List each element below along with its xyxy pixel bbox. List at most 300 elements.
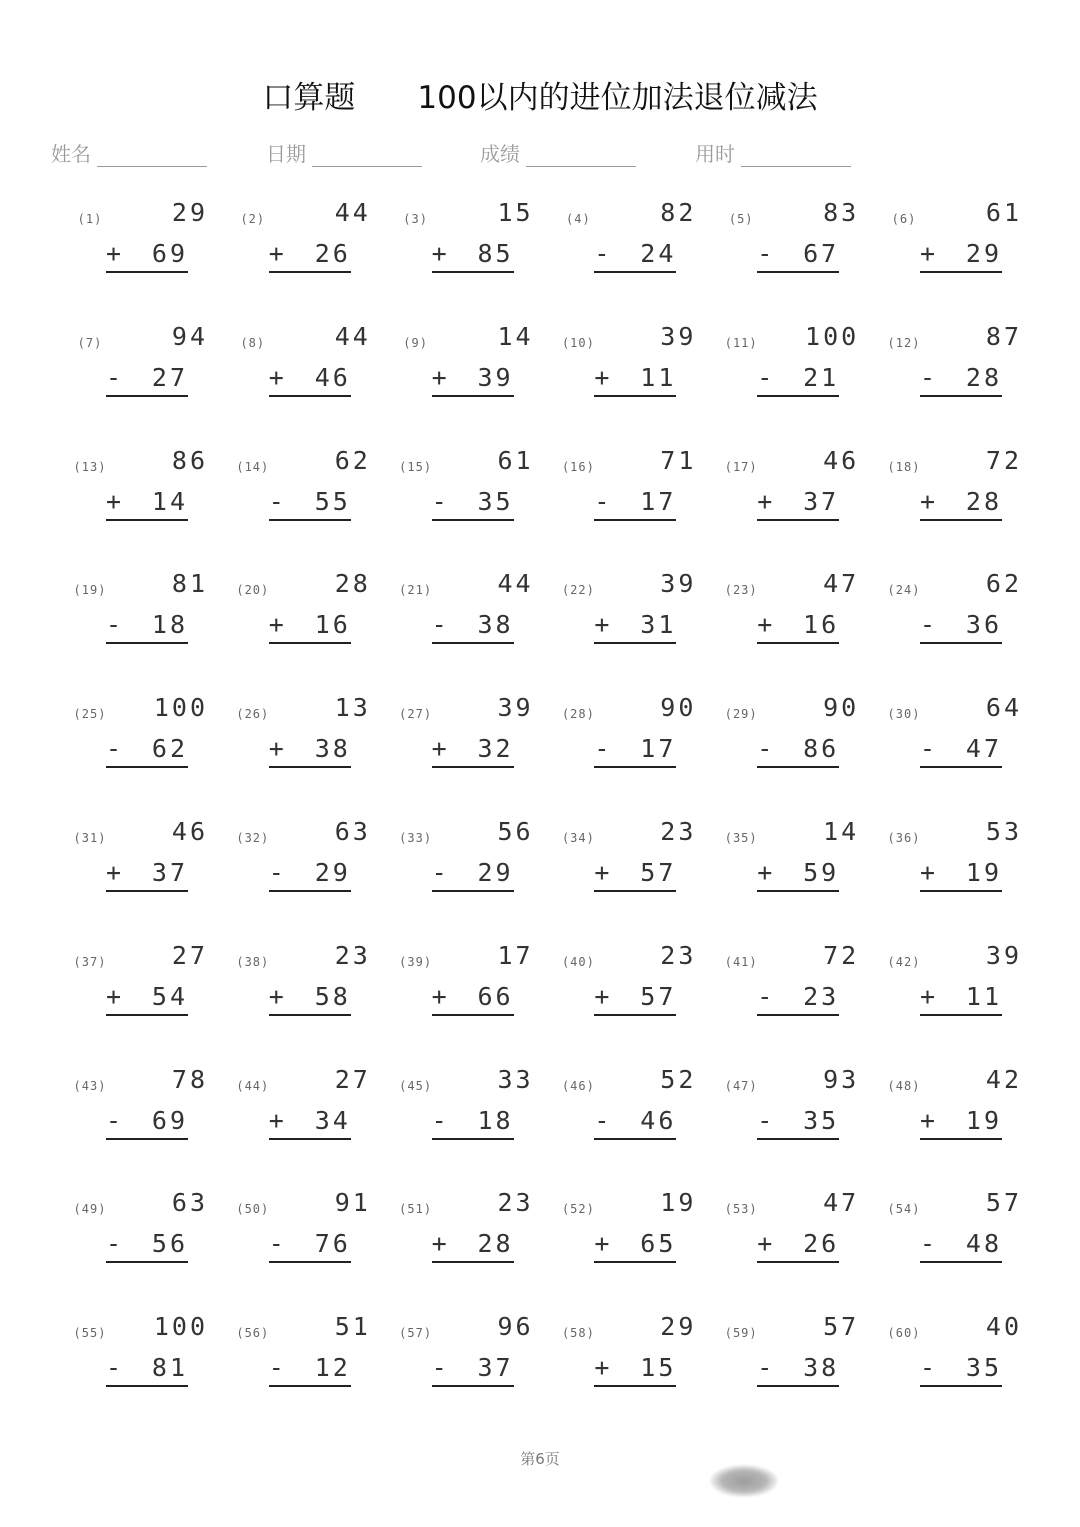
operator-sign: - <box>268 858 284 887</box>
second-operand: 16 <box>803 610 840 640</box>
problem-number: (34) <box>561 831 595 845</box>
second-operand: 57 <box>640 858 677 887</box>
second-operand: 37 <box>151 858 188 887</box>
problem-number: (9) <box>403 335 428 350</box>
problem-number: (26) <box>236 707 270 722</box>
first-operand: 23 <box>334 940 371 970</box>
problem-item <box>396 1188 536 1298</box>
problem-number: (28) <box>561 707 595 722</box>
problem-item <box>721 1312 861 1422</box>
answer-line[interactable] <box>757 982 839 1016</box>
operator-sign: - <box>268 1353 284 1383</box>
problem-number: (51) <box>399 1202 433 1217</box>
answer-line[interactable] <box>594 1353 676 1387</box>
answer-line[interactable] <box>432 1229 514 1263</box>
second-operand: 11 <box>965 981 1002 1011</box>
problem-item <box>721 198 861 308</box>
first-operand: 63 <box>171 1188 208 1218</box>
problem-number: (4) <box>566 212 591 226</box>
first-operand: 52 <box>660 1064 697 1094</box>
problem-number: (54) <box>887 1202 921 1217</box>
info-row <box>51 138 1051 168</box>
second-operand: 11 <box>640 362 677 392</box>
operator-sign: - <box>757 362 773 392</box>
operator-sign: + <box>106 858 122 887</box>
time-field[interactable] <box>695 138 851 167</box>
problem-item <box>233 198 373 308</box>
operator-sign: - <box>920 362 936 392</box>
second-operand: 38 <box>803 1353 840 1383</box>
second-operand: 34 <box>314 1105 351 1135</box>
answer-line[interactable] <box>594 239 676 273</box>
problem-item <box>558 941 698 1051</box>
operator-sign: - <box>920 1353 936 1383</box>
operator-sign: + <box>594 1353 610 1383</box>
problem-item <box>721 693 861 803</box>
first-operand: 46 <box>823 445 860 475</box>
problem-number: (32) <box>236 831 270 845</box>
answer-line[interactable] <box>106 363 188 397</box>
first-operand: 96 <box>497 1312 534 1342</box>
second-operand: 24 <box>640 239 677 268</box>
first-operand: 42 <box>985 1064 1022 1094</box>
operator-sign: + <box>920 486 936 516</box>
problem-number: (5) <box>728 212 754 226</box>
time-blank[interactable] <box>741 146 851 167</box>
second-operand: 67 <box>803 239 840 268</box>
answer-line[interactable] <box>106 982 188 1016</box>
problem-item <box>70 817 210 927</box>
operator-sign: + <box>757 858 773 887</box>
problem-number: (11) <box>724 335 758 350</box>
answer-line[interactable] <box>106 1353 188 1387</box>
problem-number: (14) <box>236 459 270 474</box>
answer-line[interactable] <box>920 1353 1002 1387</box>
problem-item <box>70 1065 210 1175</box>
second-operand: 29 <box>477 858 514 887</box>
problem-item <box>558 446 698 556</box>
operator-sign: + <box>757 610 773 640</box>
score-blank[interactable] <box>526 146 636 167</box>
answer-line[interactable] <box>920 1229 1002 1263</box>
answer-line[interactable] <box>269 734 351 768</box>
answer-line[interactable] <box>106 487 188 521</box>
first-operand: 56 <box>497 817 534 846</box>
problem-item <box>70 322 210 432</box>
second-operand: 54 <box>151 981 188 1011</box>
problem-number: (44) <box>236 1078 270 1093</box>
first-operand: 81 <box>171 569 208 599</box>
problem-item <box>233 446 373 556</box>
answer-line[interactable] <box>432 363 514 397</box>
problem-number: (2) <box>240 212 266 226</box>
operator-sign: + <box>757 1229 773 1259</box>
operator-sign: + <box>594 1229 610 1259</box>
answer-line[interactable] <box>757 858 839 892</box>
problem-number: (47) <box>724 1078 758 1093</box>
problem-item <box>558 1312 698 1422</box>
second-operand: 37 <box>477 1353 514 1383</box>
problem-item <box>233 693 373 803</box>
name-blank[interactable] <box>97 146 207 167</box>
answer-line[interactable] <box>432 1106 514 1140</box>
problem-item <box>396 1312 536 1422</box>
problem-item <box>558 817 698 927</box>
first-operand: 17 <box>497 940 534 970</box>
first-operand: 44 <box>334 321 371 351</box>
problem-number: (27) <box>399 707 433 722</box>
answer-line[interactable] <box>594 982 676 1016</box>
answer-line[interactable] <box>269 858 351 892</box>
second-operand: 26 <box>314 239 351 268</box>
operator-sign: + <box>920 981 936 1011</box>
problem-number: (36) <box>887 831 921 845</box>
problem-number: (59) <box>724 1326 758 1341</box>
date-field[interactable] <box>266 138 422 167</box>
second-operand: 18 <box>151 610 188 640</box>
first-operand: 57 <box>985 1188 1022 1218</box>
problem-number: (8) <box>240 335 266 350</box>
operator-sign: - <box>757 1353 773 1383</box>
problem-item <box>70 1312 210 1422</box>
problem-number: (35) <box>724 831 758 845</box>
problem-item <box>70 1188 210 1298</box>
problem-item <box>233 1312 373 1422</box>
answer-line[interactable] <box>432 982 514 1016</box>
problem-number: (13) <box>73 459 107 474</box>
answer-line[interactable] <box>594 363 676 397</box>
first-operand: 62 <box>985 569 1022 599</box>
operator-sign: - <box>106 1105 122 1135</box>
answer-line[interactable] <box>757 363 839 397</box>
answer-line[interactable] <box>269 487 351 521</box>
answer-line[interactable] <box>432 239 514 273</box>
answer-line[interactable] <box>432 858 514 892</box>
operator-sign: - <box>431 1353 447 1383</box>
answer-line[interactable] <box>757 1106 839 1140</box>
problem-number: (39) <box>399 954 433 969</box>
first-operand: 86 <box>171 445 208 475</box>
answer-line[interactable] <box>920 363 1002 397</box>
answer-line[interactable] <box>920 487 1002 521</box>
answer-line[interactable] <box>594 487 676 521</box>
answer-line[interactable] <box>594 1229 676 1263</box>
operator-sign: - <box>106 362 122 392</box>
problem-number: (33) <box>399 831 433 845</box>
problem-number: (10) <box>561 335 595 350</box>
operator-sign: + <box>431 1229 447 1259</box>
problem-number: (40) <box>561 954 595 969</box>
second-operand: 48 <box>965 1229 1002 1259</box>
second-operand: 36 <box>965 610 1002 640</box>
operator-sign: + <box>106 981 122 1011</box>
answer-line[interactable] <box>594 610 676 644</box>
first-operand: 19 <box>660 1188 697 1218</box>
answer-line[interactable] <box>920 1106 1002 1140</box>
answer-line[interactable] <box>757 610 839 644</box>
answer-line[interactable] <box>269 239 351 273</box>
second-operand: 69 <box>151 239 188 268</box>
operator-sign: - <box>431 610 447 640</box>
problem-item <box>233 1188 373 1298</box>
answer-line[interactable] <box>432 1353 514 1387</box>
first-operand: 91 <box>334 1188 371 1218</box>
problem-item <box>558 198 698 308</box>
answer-line[interactable] <box>269 363 351 397</box>
problem-number: (19) <box>73 583 107 598</box>
operator-sign: + <box>106 486 122 516</box>
first-operand: 13 <box>334 693 371 723</box>
answer-line[interactable] <box>432 487 514 521</box>
answer-line[interactable] <box>106 239 188 273</box>
name-label: 姓名 <box>51 142 91 166</box>
problem-item <box>396 1065 536 1175</box>
problem-item <box>721 446 861 556</box>
answer-line[interactable] <box>757 1229 839 1263</box>
operator-sign: - <box>106 734 122 764</box>
problem-number: (43) <box>73 1078 107 1093</box>
second-operand: 46 <box>640 1105 677 1135</box>
first-operand: 27 <box>334 1064 371 1094</box>
first-operand: 44 <box>334 198 371 227</box>
problem-item <box>70 446 210 556</box>
second-operand: 37 <box>803 486 840 516</box>
problem-item <box>396 693 536 803</box>
second-operand: 81 <box>151 1353 188 1383</box>
second-operand: 57 <box>640 981 677 1011</box>
operator-sign: - <box>106 1229 122 1259</box>
first-operand: 63 <box>334 817 371 846</box>
first-operand: 83 <box>823 198 860 227</box>
problem-number: (49) <box>73 1202 107 1217</box>
second-operand: 35 <box>477 486 514 516</box>
date-blank[interactable] <box>312 146 422 167</box>
first-operand: 39 <box>660 569 697 599</box>
first-operand: 100 <box>805 321 860 351</box>
problem-item <box>884 569 1024 679</box>
problem-item <box>721 1065 861 1175</box>
answer-line[interactable] <box>920 610 1002 644</box>
problem-item <box>233 817 373 927</box>
first-operand: 87 <box>985 321 1022 351</box>
operator-sign: - <box>431 486 447 516</box>
problem-item <box>884 198 1024 308</box>
problem-item <box>721 569 861 679</box>
problem-number: (12) <box>887 335 921 350</box>
second-operand: 55 <box>314 486 351 516</box>
second-operand: 27 <box>151 362 188 392</box>
second-operand: 29 <box>965 239 1002 268</box>
answer-line[interactable] <box>106 1106 188 1140</box>
second-operand: 19 <box>965 1105 1002 1135</box>
operator-sign: - <box>757 981 773 1011</box>
problem-item <box>396 322 536 432</box>
first-operand: 78 <box>171 1064 208 1094</box>
problem-number: (37) <box>73 954 107 969</box>
first-operand: 100 <box>153 693 208 723</box>
answer-line[interactable] <box>269 982 351 1016</box>
second-operand: 85 <box>477 239 514 268</box>
answer-line[interactable] <box>920 858 1002 892</box>
first-operand: 14 <box>497 321 534 351</box>
second-operand: 35 <box>965 1353 1002 1383</box>
first-operand: 62 <box>334 445 371 475</box>
first-operand: 57 <box>823 1312 860 1342</box>
answer-line[interactable] <box>106 858 188 892</box>
problem-item <box>396 198 536 308</box>
operator-sign: + <box>594 362 610 392</box>
first-operand: 23 <box>660 940 697 970</box>
problem-number: (55) <box>73 1326 107 1341</box>
name-field[interactable] <box>51 138 207 167</box>
first-operand: 100 <box>153 1312 208 1342</box>
answer-line[interactable] <box>757 734 839 768</box>
answer-line[interactable] <box>269 1353 351 1387</box>
problem-item <box>884 1188 1024 1298</box>
problem-item <box>70 198 210 308</box>
problem-number: (46) <box>561 1078 595 1093</box>
problem-item <box>884 941 1024 1051</box>
problem-number: (1) <box>77 212 103 226</box>
problem-number: (41) <box>724 954 758 969</box>
answer-line[interactable] <box>106 1229 188 1263</box>
answer-line[interactable] <box>594 1106 676 1140</box>
problem-item <box>396 569 536 679</box>
first-operand: 40 <box>985 1312 1022 1342</box>
first-operand: 44 <box>497 569 534 599</box>
operator-sign: - <box>920 734 936 764</box>
problem-number: (29) <box>724 707 758 722</box>
operator-sign: - <box>757 1105 773 1135</box>
problem-item <box>233 1065 373 1175</box>
operator-sign: - <box>594 1105 610 1135</box>
operator-sign: + <box>594 610 610 640</box>
second-operand: 21 <box>803 362 840 392</box>
first-operand: 71 <box>660 445 697 475</box>
problem-item <box>558 322 698 432</box>
second-operand: 62 <box>151 734 188 764</box>
answer-line[interactable] <box>269 1229 351 1263</box>
answer-line[interactable] <box>920 982 1002 1016</box>
answer-line[interactable] <box>432 734 514 768</box>
first-operand: 23 <box>660 817 697 846</box>
problem-number: (42) <box>887 954 921 969</box>
second-operand: 76 <box>314 1229 351 1259</box>
answer-line[interactable] <box>106 734 188 768</box>
operator-sign: + <box>106 239 122 268</box>
second-operand: 28 <box>965 362 1002 392</box>
answer-line[interactable] <box>757 487 839 521</box>
problem-number: (21) <box>399 583 433 598</box>
first-operand: 64 <box>985 693 1022 723</box>
answer-line[interactable] <box>432 610 514 644</box>
operator-sign: + <box>431 239 447 268</box>
operator-sign: + <box>920 239 936 268</box>
answer-line[interactable] <box>757 1353 839 1387</box>
second-operand: 32 <box>477 734 514 764</box>
problem-item <box>558 693 698 803</box>
first-operand: 23 <box>497 1188 534 1218</box>
problem-number: (6) <box>891 212 917 226</box>
second-operand: 56 <box>151 1229 188 1259</box>
first-operand: 61 <box>985 198 1022 227</box>
operator-sign: - <box>268 486 284 516</box>
answer-line[interactable] <box>920 734 1002 768</box>
problem-number: (17) <box>724 459 758 474</box>
first-operand: 72 <box>823 940 860 970</box>
problem-item <box>396 817 536 927</box>
first-operand: 39 <box>497 693 534 723</box>
first-operand: 14 <box>823 817 860 846</box>
answer-line[interactable] <box>269 610 351 644</box>
first-operand: 28 <box>334 569 371 599</box>
problem-number: (22) <box>561 583 595 598</box>
second-operand: 26 <box>803 1229 840 1259</box>
first-operand: 53 <box>985 817 1022 846</box>
ink-smudge <box>710 1465 778 1497</box>
first-operand: 39 <box>985 940 1022 970</box>
problem-item <box>70 941 210 1051</box>
answer-line[interactable] <box>106 610 188 644</box>
problem-item <box>884 817 1024 927</box>
score-field[interactable] <box>480 138 636 167</box>
problem-item <box>884 693 1024 803</box>
problem-number: (48) <box>887 1078 921 1093</box>
first-operand: 33 <box>497 1064 534 1094</box>
first-operand: 90 <box>823 693 860 723</box>
problem-item <box>558 1065 698 1175</box>
problem-item <box>721 322 861 432</box>
second-operand: 28 <box>965 486 1002 516</box>
second-operand: 19 <box>965 858 1002 887</box>
page-number: 第6页 <box>520 1450 560 1468</box>
second-operand: 31 <box>640 610 677 640</box>
second-operand: 35 <box>803 1105 840 1135</box>
answer-line[interactable] <box>594 734 676 768</box>
first-operand: 15 <box>497 198 534 227</box>
first-operand: 93 <box>823 1064 860 1094</box>
problem-number: (7) <box>77 335 103 350</box>
problem-item <box>558 1188 698 1298</box>
operator-sign: - <box>920 610 936 640</box>
answer-line[interactable] <box>920 239 1002 273</box>
first-operand: 29 <box>660 1312 697 1342</box>
first-operand: 39 <box>660 321 697 351</box>
problem-item <box>233 322 373 432</box>
problem-item <box>558 569 698 679</box>
operator-sign: + <box>757 486 773 516</box>
problem-item <box>721 817 861 927</box>
second-operand: 18 <box>477 1105 514 1135</box>
time-label: 用时 <box>695 142 735 166</box>
score-label: 成绩 <box>480 142 520 166</box>
problem-item <box>70 693 210 803</box>
operator-sign: - <box>920 1229 936 1259</box>
first-operand: 29 <box>171 198 208 227</box>
page-title: 口算题 100以内的进位加法退位减法 <box>262 80 818 116</box>
problem-number: (45) <box>399 1078 433 1093</box>
first-operand: 94 <box>171 321 208 351</box>
answer-line[interactable] <box>594 858 676 892</box>
problem-number: (18) <box>887 459 921 474</box>
date-label: 日期 <box>266 142 306 166</box>
problem-number: (24) <box>887 583 921 598</box>
operator-sign: + <box>268 362 284 392</box>
answer-line[interactable] <box>757 239 839 273</box>
answer-line[interactable] <box>269 1106 351 1140</box>
second-operand: 17 <box>640 486 677 516</box>
first-operand: 90 <box>660 693 697 723</box>
